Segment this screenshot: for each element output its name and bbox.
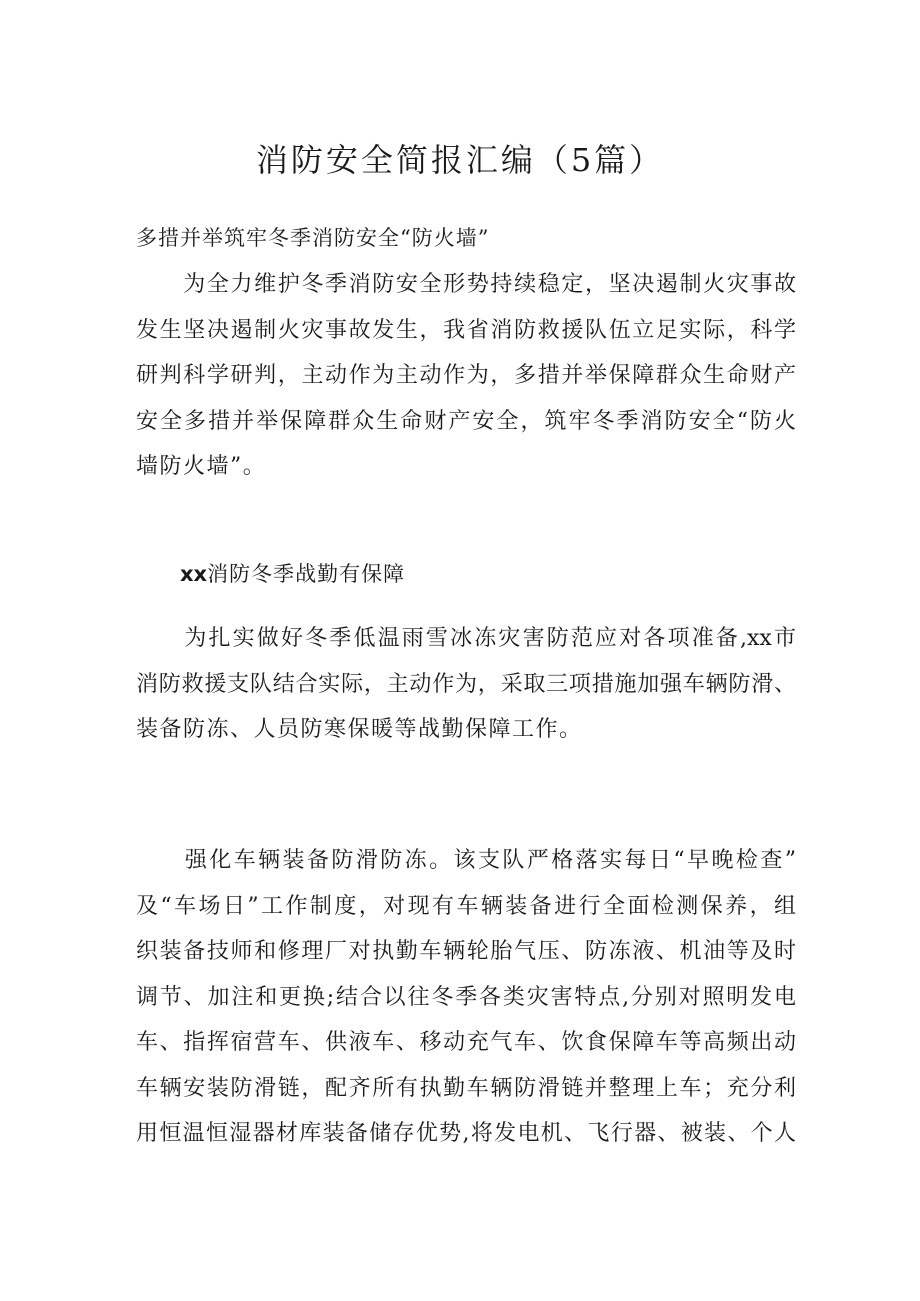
paragraph-vehicle-equipment <box>136 838 796 1157</box>
paragraph-preparation <box>136 616 796 753</box>
text-line: 消防救援支队结合实际，主动作为，采取三项措施加强车辆防滑、 <box>136 671 796 697</box>
section-heading <box>180 558 405 590</box>
text-line: 及“车场日”工作制度，对现有车辆装备进行全面检测保养，组 <box>136 893 796 919</box>
text-line: 墙防火墙”。 <box>136 454 267 479</box>
section-heading-text: 消防冬季战勤有保障 <box>207 562 406 586</box>
document-title: 消防安全简报汇编（5篇） <box>255 141 665 179</box>
text-line: 发生坚决遏制火灾事故发生，我省消防救援队伍立足实际，科学 <box>136 317 796 343</box>
text-line: 车、指挥宿营车、供液车、移动充气车、饮食保障车等高频出动 <box>136 1030 796 1055</box>
text-line: 调节、加注和更换;结合以往冬季各类灾害特点,分别对照明发电 <box>136 984 796 1010</box>
text-line: 车辆安装防滑链，配齐所有执勤车辆防滑链并整理上车；充分利 <box>136 1075 796 1101</box>
text-line: 安全多措并举保障群众生命财产安全，筑牢冬季消防安全“防火 <box>136 408 796 434</box>
text-line: 用恒温恒湿器材库装备储存优势,将发电机、飞行器、被装、个人 <box>136 1121 796 1146</box>
text-line: 织装备技师和修理厂对执勤车辆轮胎气压、防冻液、机油等及时 <box>136 939 796 964</box>
paragraph-intro <box>136 262 796 490</box>
text-line: 为扎实做好冬季低温雨雪冰冻灾害防范应对各项准备,xx市 <box>136 626 796 651</box>
text-line: 装备防冻、人员防寒保暖等战勤保障工作。 <box>136 717 583 742</box>
text-line: 研判科学研判，主动作为主动作为，多措并举保障群众生命财产 <box>136 363 796 388</box>
section-heading-prefix: xx <box>180 562 208 586</box>
text-line: 强化车辆装备防滑防冻。该支队严格落实每日“早晚检查” <box>136 848 796 873</box>
article-subtitle: 多措并举筑牢冬季消防安全“防火墙” <box>136 226 490 250</box>
text-line: 为全力维护冬季消防安全形势持续稳定，坚决遏制火灾事故 <box>136 272 796 297</box>
